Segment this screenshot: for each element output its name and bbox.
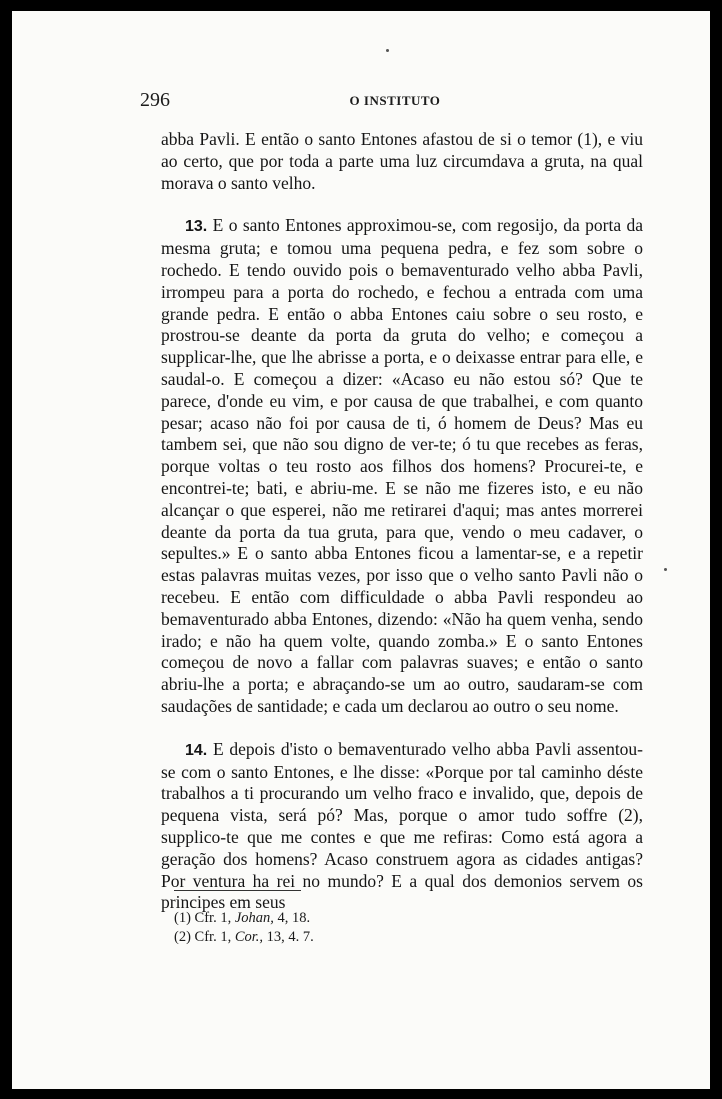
footnote-1-marker: (1) <box>174 910 191 926</box>
section-13-paragraph <box>161 215 643 717</box>
footnote-2-marker: (2) <box>174 929 191 945</box>
section-14-number: 14. <box>185 741 208 759</box>
section-14-paragraph <box>161 739 643 914</box>
footnote-1-ref: 4, 18. <box>277 910 311 926</box>
running-title: O INSTITUTO <box>349 93 441 108</box>
opening-paragraph: abba Pavli. E então o santo Entones afastou de si o temor (1), e viu ao certo, que por toda a parte uma luz circumdava a gruta, na qual morava o santo velho. <box>161 129 643 193</box>
page-number: 296 <box>140 89 170 111</box>
body-text <box>161 129 643 914</box>
footnote-divider <box>174 890 301 891</box>
book-page <box>12 11 710 1089</box>
footnotes <box>174 909 314 947</box>
footnote-1 <box>174 909 314 928</box>
footnote-2-work: Cor., <box>234 929 264 945</box>
paper-speck <box>386 49 389 52</box>
section-13-number: 13. <box>185 218 208 236</box>
footnote-2 <box>174 928 314 947</box>
footnote-1-work: Johan, <box>234 910 274 926</box>
section-14-text: E depois d'isto o bemaventurado velho abba Pavli assentou-se com o santo Entones, e lhe disse: «Porque por tal caminho déste trabalhos a ti procurando um velho fraco e invalido, que, depois de pequena vista, será pó? Mas, porque o amor tudo soffre (2), supplico-te que me contes e que me refiras: Como está agora a geração dos homens? Acaso construem agora as cidades antigas? Por ventura ha rei no mundo? E a qual dos demonios servem os principes em seus <box>161 738 644 913</box>
running-head <box>140 89 620 113</box>
paper-speck <box>664 568 667 571</box>
footnote-2-ref: 13, 4. 7. <box>266 929 314 945</box>
footnote-2-prefix: Cfr. 1, <box>194 929 232 945</box>
footnote-1-prefix: Cfr. 1, <box>194 910 232 926</box>
section-13-text: E o santo Entones approximou-se, com regosijo, da porta da mesma gruta; e tomou uma pequena pedra, e fez som sobre o rochedo. E tendo ouvido pois o bemaventurado velho abba Pavli, irrompeu para a porta do rochedo, e fechou a entrada com uma grande pedra. E então o abba Entones caiu sobre o seu rosto, e prostrou-se deante da porta da gruta do velho; e começou a supplicar-lhe, que lhe abrisse a porta, e o deixasse entrar para elle, e saudal-o. E começou a dizer: «Acaso eu não estou só? Que te parece, d'onde eu vim, e por causa de que trabalhei, e com quanto pesar; acaso não foi por causa de ti, ó homem de Deus? Mas eu tambem sei, que não sou digno de ver-te; ó tu que recebes as feras, porque voltas o teu rosto aos filhos dos homens? Procurei-te, e encontrei-te; bati, e abriu-me. E se não me fizeres isto, e eu não alcançar o que esperei, não me retirarei d'aqui; mas antes morrerei deante da porta da tua gruta, para que, vendo o meu cadaver, o sepultes.» E o santo abba Entones ficou a lamentar-se, e a repetir estas palavras muitas vezes, por isso que o velho santo Pavli não o recebeu. E então com difficuldade o abba Pavli respondeu ao bemaventurado abba Entones, dizendo: «Não ha quem venha, sendo irado; e não ha quem volte, quando zomba.» E o santo Entones começou de novo a fallar com palavras suaves; e então o santo abriu-lhe a porta; e abraçando-se um ao outro, saudaram-se com saudações de santidade; e cada um declarou ao outro o seu nome. <box>161 215 644 716</box>
